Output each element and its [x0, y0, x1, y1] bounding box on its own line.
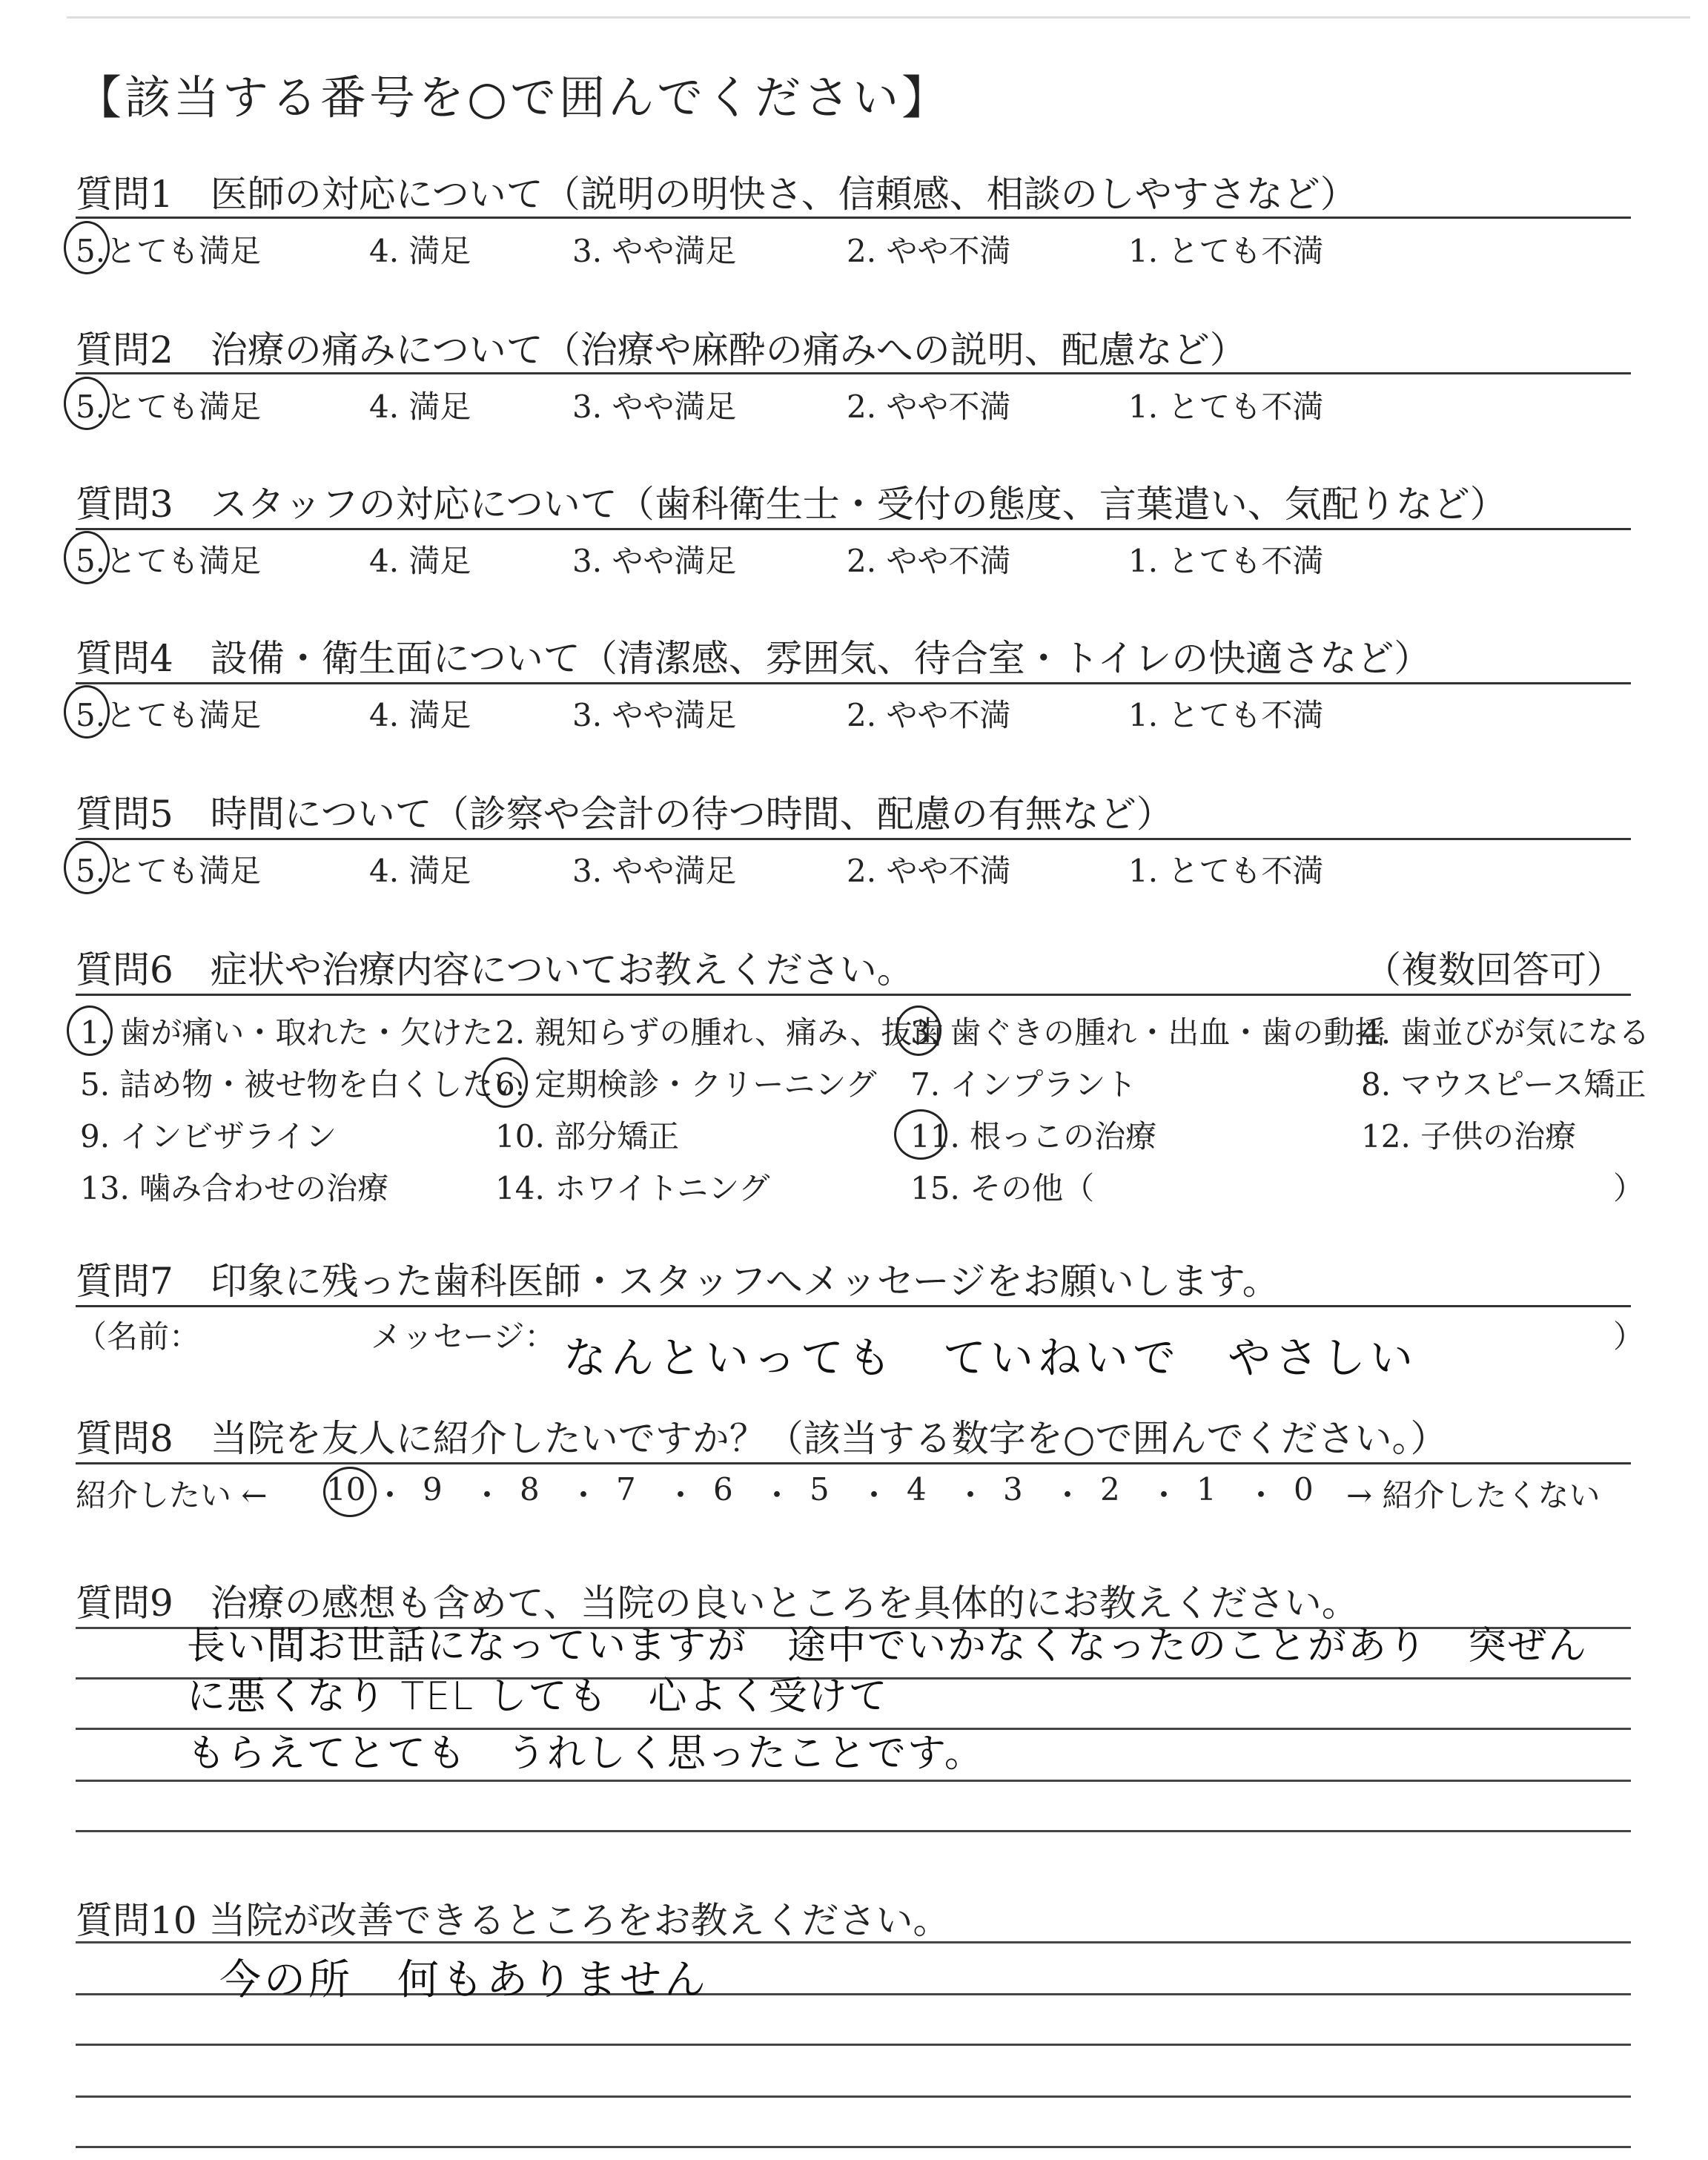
q3-option-5[interactable]: 5.とても満足	[76, 543, 262, 579]
question-6-title: 質問6 症状や治療内容についてお教えください。	[76, 948, 914, 991]
question-9-title: 質問9 治療の感想も含めて、当院の良いところを具体的にお教えください。	[76, 1582, 1359, 1625]
q5-option-4[interactable]: 4. 満足	[369, 853, 471, 889]
q6-option-14[interactable]: 14. ホワイトニング	[495, 1170, 770, 1206]
q7-close: ）	[1613, 1318, 1645, 1355]
question-4-rule	[76, 682, 1631, 684]
q9-line-5	[76, 1830, 1631, 1832]
q6-selection-circle-6	[482, 1057, 528, 1108]
question-4-title: 質問4 設備・衛生面について（清潔感、雰囲気、待合室・トイレの快適さなど）	[76, 637, 1431, 680]
q2-option-3[interactable]: 3. やや満足	[572, 389, 737, 425]
q2-option-4[interactable]: 4. 満足	[369, 389, 471, 425]
q4-option-1[interactable]: 1. とても不満	[1128, 697, 1324, 733]
q4-option-4[interactable]: 4. 満足	[369, 697, 471, 733]
question-3-rule	[76, 528, 1631, 530]
q3-selection-circle	[64, 531, 110, 584]
q8-scale-separator: ・	[1052, 1477, 1084, 1513]
q8-scale-value-8[interactable]: 8	[520, 1471, 540, 1507]
q9-line-4	[76, 1780, 1631, 1782]
q8-scale-value-6[interactable]: 6	[713, 1471, 733, 1507]
q4-selection-circle	[64, 685, 110, 739]
q9-answer-line-2[interactable]: もらえてとても うれしく思ったことです。	[187, 1731, 984, 1776]
q6-option-13[interactable]: 13. 噛み合わせの治療	[80, 1170, 389, 1206]
question-5-rule	[76, 838, 1631, 840]
q6-selection-circle-11	[894, 1109, 947, 1160]
q8-scale-value-3[interactable]: 3	[1003, 1471, 1023, 1507]
q3-option-3[interactable]: 3. やや満足	[572, 543, 737, 579]
q1-option-4[interactable]: 4. 満足	[369, 233, 471, 269]
q10-line-4	[76, 2095, 1631, 2098]
q6-option-4[interactable]: 4. 歯並びが気になる	[1361, 1014, 1650, 1051]
question-2-rule	[76, 372, 1631, 374]
q8-scale-value-10[interactable]: 10	[326, 1471, 366, 1507]
q6-selection-circle-3	[896, 1005, 941, 1056]
q4-option-5[interactable]: 5.とても満足	[76, 697, 262, 733]
q8-scale-separator: ・	[1245, 1477, 1277, 1513]
q8-scale-separator: ・	[761, 1477, 793, 1513]
q6-option-7[interactable]: 7. インプラント	[910, 1066, 1137, 1103]
question-8-title: 質問8 当院を友人に紹介したいですか？（該当する数字を○で囲んでください。）	[76, 1417, 1448, 1460]
q6-option-11[interactable]: 11. 根っこの治療	[910, 1118, 1157, 1155]
q3-option-2[interactable]: 2. やや不満	[847, 543, 1011, 579]
q5-option-1[interactable]: 1. とても不満	[1128, 853, 1324, 889]
q1-option-1[interactable]: 1. とても不満	[1128, 233, 1324, 269]
q6-option-3[interactable]: 3. 歯ぐきの腫れ・出血・歯の動揺	[910, 1014, 1386, 1051]
question-5-title: 質問5 時間について（診察や会計の待つ時間、配慮の有無など）	[76, 793, 1174, 836]
q6-selection-circle-1	[67, 1005, 113, 1056]
question-2-title: 質問2 治療の痛みについて（治療や麻酔の痛みへの説明、配慮など）	[76, 328, 1247, 371]
scan-edge	[67, 16, 1690, 19]
q8-scale-separator: ・	[568, 1477, 600, 1513]
question-1-rule	[76, 217, 1631, 219]
q7-message-label: メッセージ：	[371, 1318, 556, 1355]
q8-scale-value-5[interactable]: 5	[810, 1471, 830, 1507]
q6-option-12[interactable]: 12. 子供の治療	[1361, 1118, 1577, 1155]
q5-option-3[interactable]: 3. やや満足	[572, 853, 737, 889]
q2-option-5[interactable]: 5.とても満足	[76, 389, 262, 425]
q6-option-9[interactable]: 9. インビザライン	[80, 1118, 337, 1155]
q8-selection-circle	[323, 1467, 377, 1517]
q1-option-3[interactable]: 3. やや満足	[572, 233, 737, 269]
q10-line-5	[76, 2146, 1631, 2148]
q8-scale-value-2[interactable]: 2	[1100, 1471, 1120, 1507]
q8-scale-value-4[interactable]: 4	[907, 1471, 927, 1507]
q8-scale-value-9[interactable]: 9	[423, 1471, 443, 1507]
q8-scale-separator: ・	[471, 1477, 503, 1513]
q10-line-3	[76, 2044, 1631, 2046]
question-6-note: （複数回答可）	[1364, 948, 1623, 991]
q5-selection-circle	[64, 841, 110, 894]
question-1-title: 質問1 医師の対応について（説明の明快さ、信頼感、相談のしやすさなど）	[76, 173, 1357, 216]
form-header: 【該当する番号を○で囲んでください】	[76, 70, 951, 125]
q7-message-value[interactable]: なんといっても ていねいで やさしい	[563, 1332, 1418, 1383]
q8-scale-separator: ・	[1148, 1477, 1180, 1513]
q6-option-10[interactable]: 10. 部分矯正	[495, 1118, 680, 1155]
q1-option-5[interactable]: 5.とても満足	[76, 233, 262, 269]
q8-right-label: → 紹介したくない	[1346, 1477, 1601, 1513]
q5-option-5[interactable]: 5.とても満足	[76, 853, 262, 889]
q2-selection-circle	[64, 377, 110, 430]
q2-option-2[interactable]: 2. やや不満	[847, 389, 1011, 425]
q8-scale-value-0[interactable]: 0	[1294, 1471, 1314, 1507]
q10-answer[interactable]: 今の所 何もありません	[219, 1956, 709, 2004]
q1-selection-circle	[64, 221, 110, 274]
q8-scale-separator: ・	[955, 1477, 987, 1513]
q10-line-1	[76, 1941, 1631, 1943]
q1-option-2[interactable]: 2. やや不満	[847, 233, 1011, 269]
q6-option-8[interactable]: 8. マウスピース矯正	[1361, 1066, 1646, 1103]
q8-scale-separator: ・	[665, 1477, 697, 1513]
q8-scale-value-1[interactable]: 1	[1196, 1471, 1217, 1507]
question-8-rule	[76, 1462, 1631, 1464]
q8-scale-value-7[interactable]: 7	[616, 1471, 636, 1507]
q3-option-4[interactable]: 4. 満足	[369, 543, 471, 579]
q9-answer-line-1[interactable]: 長い間お世話になっていますが 途中でいかなくなったのことがあり 突ぜんに悪くなり TEL しても 心よく受けて	[187, 1624, 1589, 1719]
question-3-title: 質問3 スタッフの対応について（歯科衛生士・受付の態度、言葉遣い、気配りなど）	[76, 483, 1507, 526]
q6-option-6[interactable]: 6. 定期検診・クリーニング	[495, 1066, 877, 1103]
question-6-rule	[76, 994, 1631, 996]
question-10-title: 質問10 当院が改善できるところをお教えください。	[76, 1899, 950, 1942]
q6-option-2[interactable]: 2. 親知らずの腫れ、痛み、抜歯	[495, 1014, 944, 1051]
q3-option-1[interactable]: 1. とても不満	[1128, 543, 1324, 579]
q6-option-1[interactable]: 1. 歯が痛い・取れた・欠けた	[80, 1014, 494, 1051]
q6-option-15-other[interactable]: 15. その他（	[910, 1170, 1095, 1206]
q6-option-5[interactable]: 5. 詰め物・被せ物を白くしたい	[80, 1066, 525, 1103]
q8-left-label: 紹介したい ←	[76, 1477, 268, 1513]
q2-option-1[interactable]: 1. とても不満	[1128, 389, 1324, 425]
q4-option-2[interactable]: 2. やや不満	[847, 697, 1011, 733]
question-7-rule	[76, 1305, 1631, 1307]
q8-scale-separator: ・	[374, 1477, 406, 1513]
q5-option-2[interactable]: 2. やや不満	[847, 853, 1011, 889]
q7-name-label: （名前：	[76, 1318, 201, 1355]
q8-scale-separator: ・	[858, 1477, 890, 1513]
q6-other-close: ）	[1613, 1170, 1645, 1206]
q4-option-3[interactable]: 3. やや満足	[572, 697, 737, 733]
question-7-title: 質問7 印象に残った歯科医師・スタッフへメッセージをお願いします。	[76, 1260, 1280, 1303]
